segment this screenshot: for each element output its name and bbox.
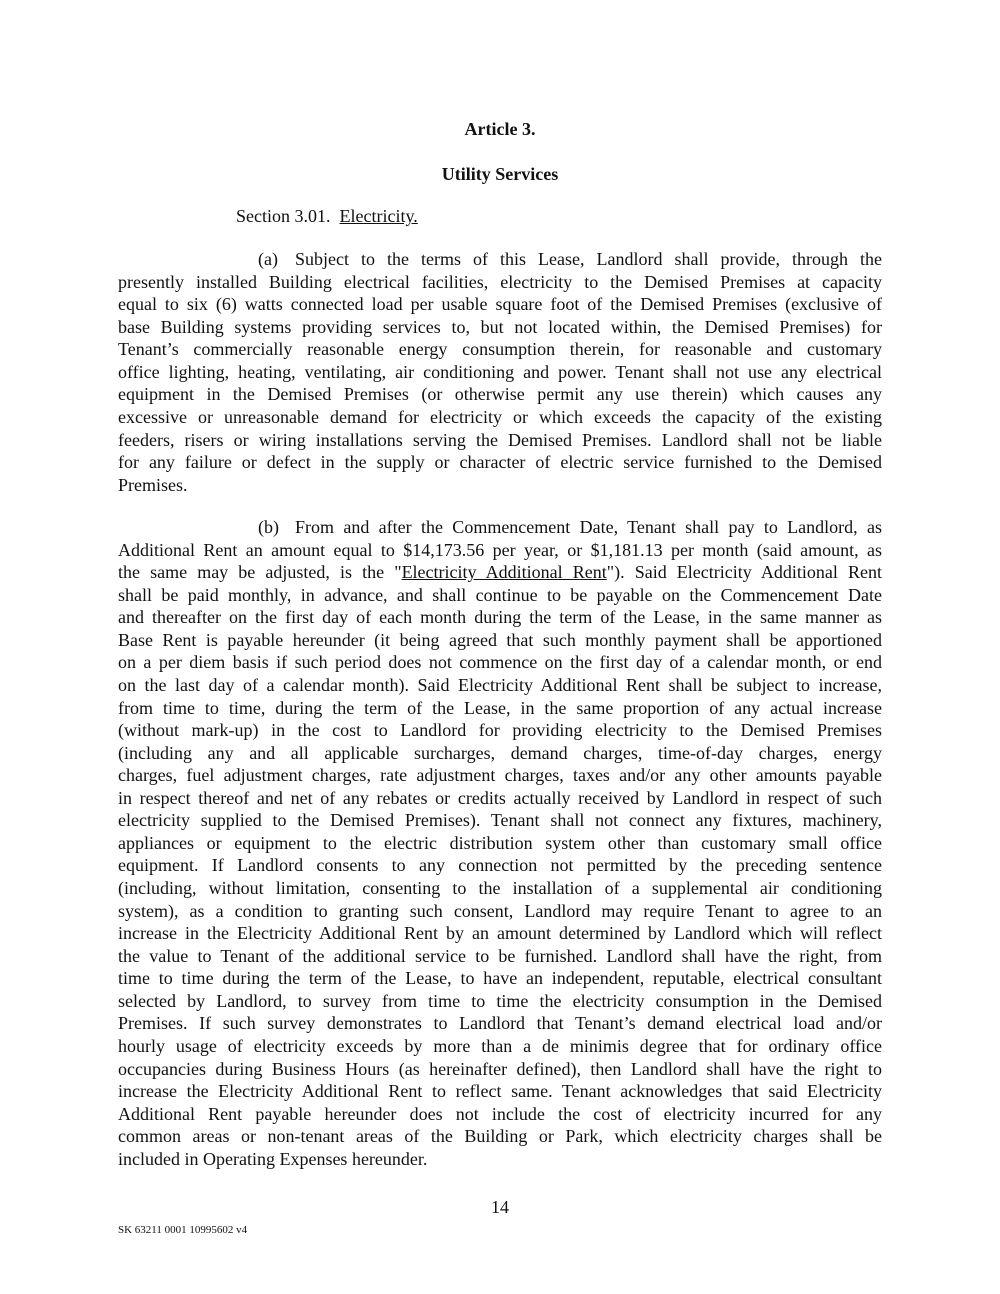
text-segment: electricity supplied to the Demised Premises). Tenant shall not connect any fixtures, machinery, [118,810,882,831]
section-number: Section 3.01. [236,206,331,226]
text-line [118,1058,882,1081]
text-segment: hourly usage of electricity exceeds by more than a de minimis degree that for ordinary office [118,1035,882,1056]
text-line [118,1148,882,1171]
text-segment: on a per diem basis if such period does not commence on the first day of a calendar month, or end [118,652,882,673]
text-segment: feeders, risers or wiring installations serving the Demised Premises. Landlord shall not be liable [118,429,882,450]
text-segment: (including any and all applicable surcharges, demand charges, time-of-day charges, energy [118,742,882,763]
text-segment: Subject to the terms of this Lease, Landlord shall provide, through the [295,249,882,269]
text-line [118,900,882,923]
text-segment: common areas or non-tenant areas of the Building or Park, which electricity charges shall be [118,1126,882,1147]
text-line [118,338,882,361]
text-line [118,248,882,271]
text-segment: increase the Electricity Additional Rent to reflect same. Tenant acknowledges that said Electricity [118,1081,882,1102]
text-line [118,516,882,539]
text-line [118,719,882,742]
text-line [118,539,882,562]
text-segment: on the last day of a calendar month). Said Electricity Additional Rent shall be subject to increase, [118,674,882,695]
text-line [118,383,882,406]
text-line [118,1012,882,1035]
text-line [118,990,882,1013]
text-segment: and thereafter on the first day of each month during the term of the Lease, in the same manner as [118,607,882,628]
text-line [118,832,882,855]
text-line [118,271,882,294]
text-line [118,674,882,697]
text-segment: charges, fuel adjustment charges, rate adjustment charges, taxes and/or any other amounts payable [118,765,882,786]
text-line [118,945,882,968]
text-segment: time to time during the term of the Lease, to have an independent, reputable, electrical consultant [118,968,882,989]
text-segment: office lighting, heating, ventilating, air conditioning and power. Tenant shall not use any electrical [118,361,882,382]
text-line [118,967,882,990]
text-line [118,877,882,900]
text-line [118,1035,882,1058]
text-line [118,429,882,452]
text-line [118,474,882,497]
text-segment: Tenant’s commercially reasonable energy consumption therein, for reasonable and customary [118,339,882,360]
text-segment: Additional Rent an amount equal to $14,173.56 per year, or $1,181.13 per month (said amount, as [118,539,882,560]
text-segment: base Building systems providing services to, but not located within, the Demised Premises) for [118,316,882,337]
text-line [118,1080,882,1103]
text-segment: appliances or equipment to the electric distribution system other than customary small office [118,832,882,853]
section-heading [236,206,418,227]
text-line [118,451,882,474]
paragraph-label: (b) [258,517,279,537]
article-title: Utility Services [441,164,559,184]
article-heading: Article 3. [464,119,536,139]
text-line [118,787,882,810]
text-line [118,606,882,629]
text-segment: the same may be adjusted, is the " [118,562,402,583]
text-segment: equipment. If Landlord consents to any connection not permitted by the preceding sentence [118,855,882,876]
text-segment: excessive or unreasonable demand for electricity or which exceeds the capacity of the existing [118,406,882,427]
paragraph-a [118,248,882,496]
text-line [118,809,882,832]
text-segment: system), as a condition to granting such consent, Landlord may require Tenant to agree to an [118,900,882,921]
text-segment: (including, without limitation, consenting to the installation of a supplemental air conditioning [118,878,882,898]
document-id-footer: SK 63211 0001 10995602 v4 [118,1224,248,1236]
text-line [118,651,882,674]
text-line [118,316,882,339]
paragraph-b [118,516,882,1170]
text-segment: Additional Rent payable hereunder does not include the cost of electricity incurred for any [118,1103,882,1124]
text-segment: the value to Tenant of the additional service to be furnished. Landlord shall have the right, from [118,945,882,966]
text-line [118,293,882,316]
text-segment: equal to six (6) watts connected load per usable square foot of the Demised Premises (exclusive of [118,294,882,315]
text-segment: equipment in the Demised Premises (or otherwise permit any use therein) which causes any [118,384,882,405]
text-line [118,697,882,720]
text-line [118,406,882,429]
paragraph-label: (a) [258,249,278,269]
section-title: Electricity. [339,206,418,226]
text-line [118,854,882,877]
text-line [118,1103,882,1126]
text-segment: Premises. [118,474,188,495]
text-line [118,742,882,765]
text-segment: from time to time, during the term of the Lease, in the same proportion of any actual increase [118,697,882,718]
text-segment: shall be paid monthly, in advance, and shall continue to be payable on the Commencement Date [118,584,882,605]
text-line [118,1125,882,1148]
text-segment: (without mark-up) in the cost to Landlord for providing electricity to the Demised Premises [118,720,882,741]
text-segment: "). Said Electricity Additional Rent [606,562,882,583]
text-segment: selected by Landlord, to survey from time to time the electricity consumption in the Demised [118,990,882,1011]
text-segment: occupancies during Business Hours (as hereinafter defined), then Landlord shall have the right to [118,1058,882,1079]
text-segment: Base Rent is payable hereunder (it being agreed that such monthly payment shall be apportioned [118,629,882,650]
text-line [118,922,882,945]
text-segment: in respect thereof and net of any rebates or credits actually received by Landlord in respect of such [118,787,882,808]
text-segment: for any failure or defect in the supply or character of electric service furnished to the Demised [118,452,882,473]
text-line [118,561,882,584]
defined-term: Electricity Additional Rent [401,562,607,583]
text-line [118,764,882,787]
text-line [118,584,882,607]
text-segment: Premises. If such survey demonstrates to Landlord that Tenant’s demand electrical load and/or [118,1013,882,1034]
text-segment: included in Operating Expenses hereunder. [118,1148,428,1169]
text-line [118,629,882,652]
text-segment: presently installed Building electrical facilities, electricity to the Demised Premises at capacity [118,271,882,292]
text-segment: increase in the Electricity Additional Rent by an amount determined by Landlord which will reflect [118,923,882,944]
text-segment: From and after the Commencement Date, Tenant shall pay to Landlord, as [295,517,882,537]
page-number: 14 [491,1197,509,1217]
text-line [118,361,882,384]
